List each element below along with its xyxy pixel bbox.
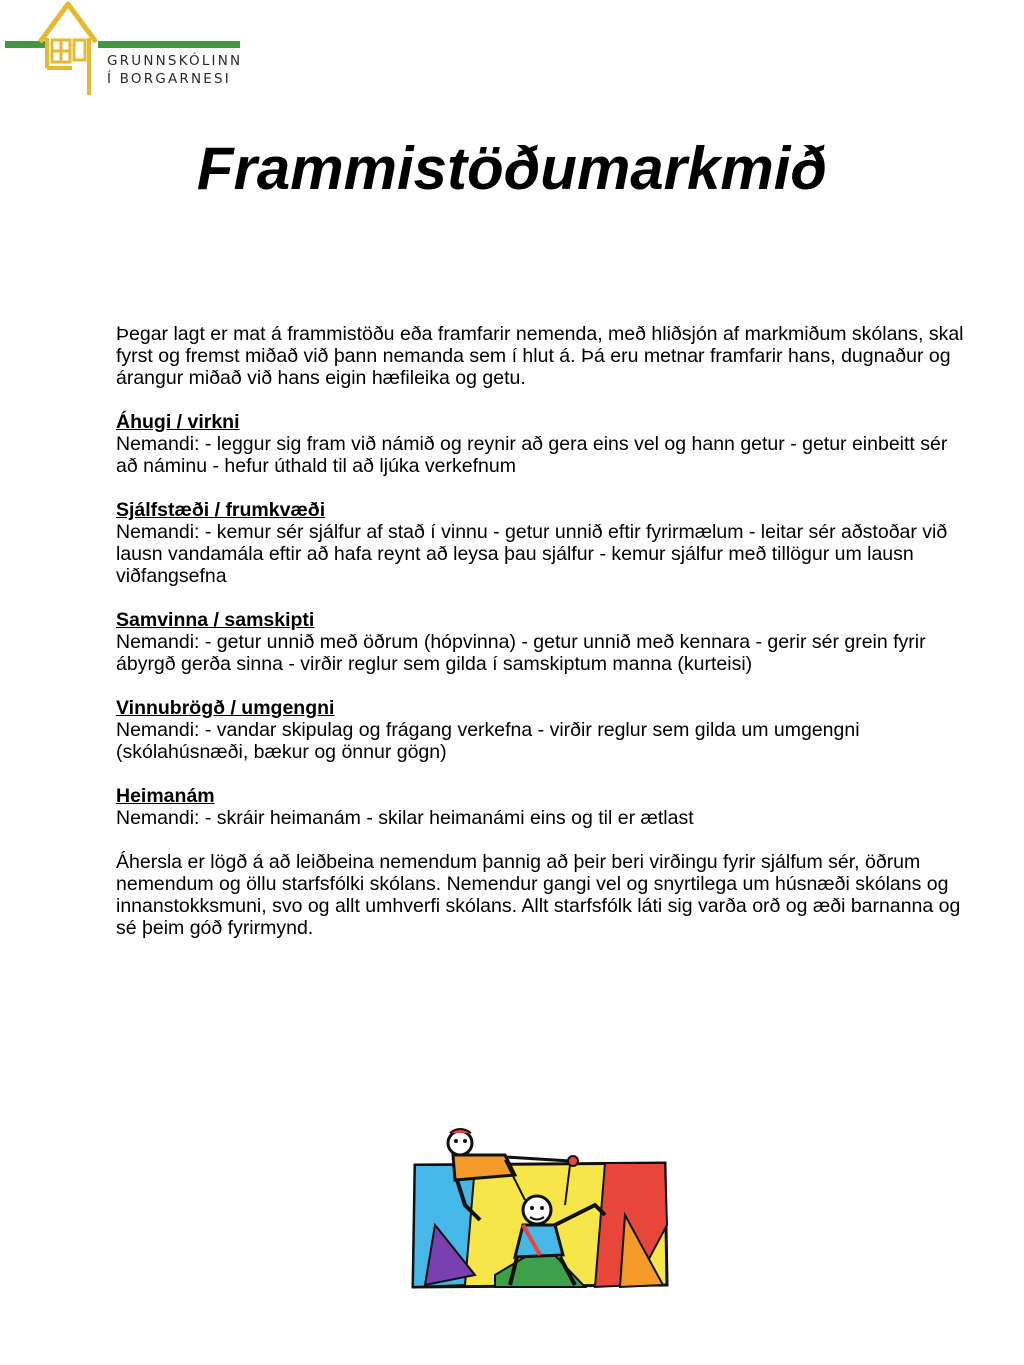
children-drawing-illustration — [405, 1125, 673, 1297]
school-logo — [0, 0, 260, 100]
section-samvinna — [116, 609, 966, 675]
document-body — [116, 323, 966, 939]
section-vinnubrogd — [116, 697, 966, 763]
section-ahugi — [116, 411, 966, 477]
section-body: Nemandi: - leggur sig fram við námið og reynir að gera eins vel og hann getur - getur einbeitt sér að náminu - hefur úthald til að ljúka verkefnum — [116, 433, 948, 477]
closing-paragraph: Áhersla er lögð á að leiðbeina nemendum þannig að þeir beri virðingu fyrir sjálfum sér, öðrum nemendum og öllu starfsfólki skólans. Nemendur gangi vel og snyrtilega um húsnæði skólans og innanstokksmuni, svo og allt umhverfi skólans. Allt starfsfólk láti sig varða orð og æði barnanna og sé þeim góð fyrirmynd. — [116, 851, 961, 939]
section-heading: Áhugi / virkni — [116, 411, 240, 433]
section-sjalfstaedi — [116, 499, 966, 587]
children-playing-drawing-icon — [405, 1125, 673, 1297]
section-body: Nemandi: - vandar skipulag og frágang verkefna - virðir reglur sem gilda um umgengni (skólahúsnæði, bækur og önnur gögn) — [116, 719, 860, 763]
section-body: Nemandi: - skráir heimanám - skilar heimanámi eins og til er ætlast — [116, 807, 694, 829]
section-heading: Sjálfstæði / frumkvæði — [116, 499, 326, 521]
page-title: Frammistöðumarkmið — [196, 135, 828, 202]
logo-name-line-1: GRUNNSKÓLINN — [107, 53, 243, 69]
section-heading: Samvinna / samskipti — [116, 609, 315, 631]
section-heimanam — [116, 785, 966, 829]
section-body: Nemandi: - getur unnið með öðrum (hópvinna) - getur unnið með kennara - gerir sér grein fyrir ábyrgð gerða sinna - virðir reglur sem gilda í samskiptum manna (kurteisi) — [116, 631, 926, 675]
intro-paragraph: Þegar lagt er mat á frammistöðu eða framfarir nemenda, með hliðsjón af markmiðum skólans, skal fyrst og fremst miðað við þann nemanda sem í hlut á. Þá eru metnar framfarir hans, dugnaður og árangur miðað við hans eigin hæfileika og getu. — [116, 323, 964, 389]
section-heading: Heimanám — [116, 785, 215, 807]
section-body: Nemandi: - kemur sér sjálfur af stað í vinnu - getur unnið eftir fyrirmælum - leitar sér aðstoðar við lausn vandamála eftir að hafa reynt að leysa þau sjálfur - kemur sjálfur með tillögur um lausn viðfangsefna — [116, 521, 948, 587]
section-heading: Vinnubrögð / umgengni — [116, 697, 335, 719]
logo-name-line-2: Í BORGARNESI — [107, 71, 231, 87]
